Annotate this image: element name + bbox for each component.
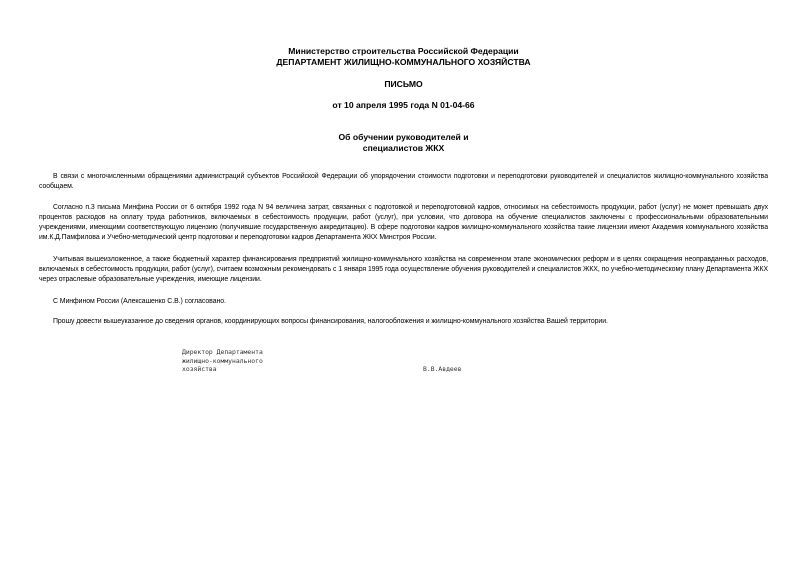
document-subject-line-2: специалистов ЖКХ bbox=[362, 143, 445, 153]
department-title: ДЕПАРТАМЕНТ ЖИЛИЩНО-КОММУНАЛЬНОГО ХОЗЯЙСТВА bbox=[276, 57, 531, 67]
body-paragraph: С Минфином России (Алексашенко С.В.) согласовано. bbox=[53, 298, 226, 305]
body-paragraph: В связи с многочисленными обращениями администраций субъектов Российской Федерации об упорядочении стоимости подготовки и переподготовки руководителей и специалистов жилищно-коммунального хозяйства сообщаем. bbox=[39, 173, 768, 190]
body-paragraph: Прошу довести вышеуказанное до сведения органов, координирующих вопросы финансирования, налогообложения и жилищно-коммунального хозяйства Вашей территории. bbox=[53, 318, 608, 325]
signature-position bbox=[182, 348, 263, 374]
signature-position-line: жилищно-коммунального bbox=[182, 356, 263, 365]
signature-position-line: Директор Департамента bbox=[182, 348, 263, 356]
document-subject-line-1: Об обучении руководителей и bbox=[338, 132, 469, 142]
signature-position-line: хозяйства bbox=[182, 365, 217, 374]
body-paragraph: Учитывая вышеизложенное, а также бюджетный характер финансирования предприятий жилищно-коммунального хозяйства на современном этапе экономических реформ и в целях сокращения неоправданных расходов, включаемых в себестоимость продукции, работ (услуг), считаем возможным рекомендовать с 1 января 1995 года осуществление обучения руководителей и специалистов ЖКХ, по учебно-методическому плану Департамента ЖКХ через отраслевые образовательные учреждения, имеющие лицензии. bbox=[39, 256, 768, 283]
document-date-number: от 10 апреля 1995 года N 01-04-66 bbox=[332, 100, 475, 110]
document-type: ПИСЬМО bbox=[384, 79, 423, 89]
signature-name: В.В.Авдеев bbox=[423, 365, 462, 373]
ministry-title: Министерство строительства Российской Федерации bbox=[288, 46, 519, 56]
body-paragraph: Согласно п.3 письма Минфина России от 6 октября 1992 года N 94 величина затрат, связанных с подготовкой и переподготовкой кадров, относимых на себестоимость продукции, работ (услуг) не может превышать двух процентов расходов на оплату труда работников, включаемых в себестоимость продукции, работ (услуг), при условии, что договора на обучение специалистов заключены с профессиональными образовательными учреждениями, имеющими соответствующую лицензию (получившие государственную аккредитацию). В сфере подготовки кадров жилищно-коммунального хозяйства такие лицензии имеют Академия коммунального хозяйства им.К.Д.Памфилова и Учебно-методический центр подготовки и переподготовки кадров Департамента ЖКХ Минстроя России. bbox=[39, 204, 768, 241]
